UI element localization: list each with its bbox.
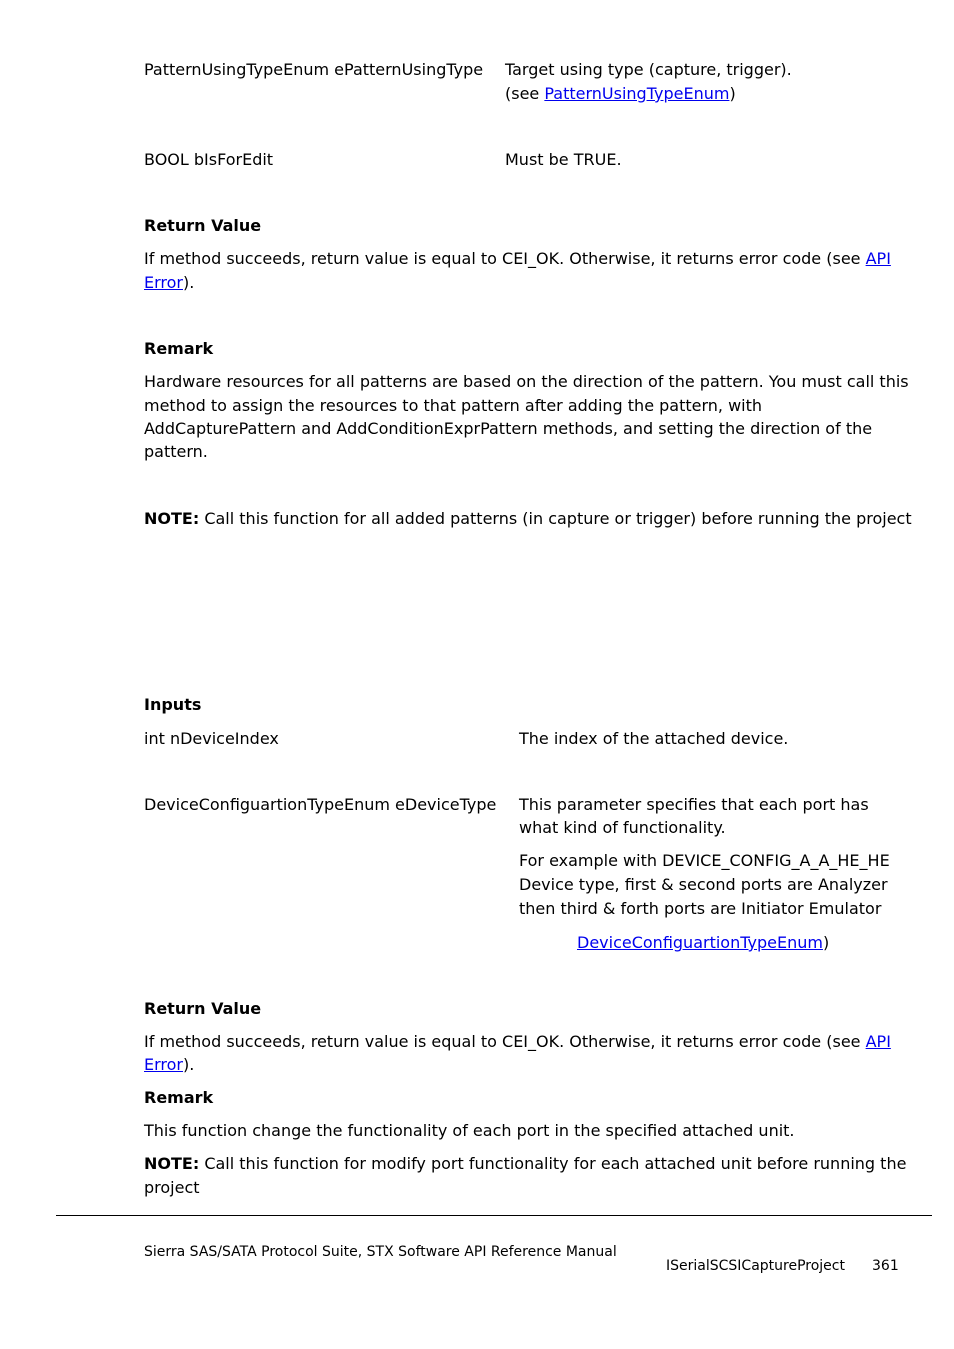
remark-heading: Remark <box>144 1088 214 1107</box>
return-value-line1 <box>144 247 891 271</box>
param-name-device-index: int nDeviceIndex <box>144 729 279 748</box>
return-value-heading: Return Value <box>144 999 262 1018</box>
device-config-reference <box>577 931 829 955</box>
remark-text: This function change the functionality of each port in the specified attached unit. <box>144 1121 795 1140</box>
param-name-pattern-using-type: PatternUsingTypeEnum ePatternUsingType <box>144 60 484 79</box>
remark-heading: Remark <box>144 339 214 358</box>
note-label: NOTE: <box>144 509 200 528</box>
footer-manual-title: Sierra SAS/SATA Protocol Suite, STX Software API Reference Manual <box>144 1244 617 1260</box>
note-text: Call this function for all added patterns (in capture or trigger) before running the project <box>199 509 912 528</box>
footer-interface-name: ISerialSCSICaptureProject <box>666 1258 845 1274</box>
api-error-link-part2[interactable]: Error <box>144 273 183 292</box>
return-value-line2 <box>144 1053 194 1077</box>
param-example-line: Device type, first & second ports are Analyzer <box>519 875 888 894</box>
return-value-heading: Return Value <box>144 216 262 235</box>
return-value-suffix: ). <box>183 1055 195 1074</box>
see-prefix: (see <box>505 84 545 103</box>
reference-suffix: ) <box>822 933 830 952</box>
param-name-is-for-edit: BOOL bIsForEdit <box>144 150 274 169</box>
note-paragraph-line2: project <box>144 1178 200 1197</box>
note-text: Call this function for modify port functionality for each attached unit before running the <box>199 1154 907 1173</box>
api-error-link-part1[interactable]: API <box>865 1032 891 1051</box>
param-desc-see-reference <box>505 82 736 106</box>
api-error-link-part2[interactable]: Error <box>144 1055 183 1074</box>
see-suffix: ) <box>729 84 736 103</box>
param-name-device-type: DeviceConfiguartionTypeEnum eDeviceType <box>144 795 497 814</box>
param-example-line: then third & forth ports are Initiator Emulator <box>519 899 882 918</box>
note-paragraph <box>144 507 912 531</box>
param-desc-is-for-edit: Must be TRUE. <box>505 150 622 169</box>
return-value-text: If method succeeds, return value is equal to CEI_OK. Otherwise, it returns error code (see <box>144 1032 866 1051</box>
footer-page-number: 361 <box>872 1258 899 1274</box>
param-desc-device-index: The index of the attached device. <box>519 729 789 748</box>
device-configuartion-type-enum-link[interactable]: DeviceConfiguartionTypeEnum <box>577 933 823 952</box>
return-value-line1 <box>144 1030 891 1054</box>
note-paragraph-line1 <box>144 1152 906 1176</box>
param-example-line: For example with DEVICE_CONFIG_A_A_HE_HE <box>519 851 890 870</box>
api-error-link-part1[interactable]: API <box>865 249 891 268</box>
remark-line: method to assign the resources to that pattern after adding the pattern, with <box>144 396 763 415</box>
return-value-line2 <box>144 271 194 295</box>
param-desc-pattern-using-type: Target using type (capture, trigger). <box>505 60 792 79</box>
note-label: NOTE: <box>144 1154 200 1173</box>
param-desc-device-type-line: This parameter specifies that each port has <box>519 795 869 814</box>
inputs-heading: Inputs <box>144 695 202 714</box>
footer-divider <box>56 1215 932 1216</box>
remark-line: AddCapturePattern and AddConditionExprPattern methods, and setting the direction of the <box>144 419 873 438</box>
pattern-using-type-enum-link[interactable]: PatternUsingTypeEnum <box>544 84 730 103</box>
param-desc-device-type-line: what kind of functionality. <box>519 818 726 837</box>
remark-line: Hardware resources for all patterns are based on the direction of the pattern. You must call this <box>144 372 909 391</box>
return-value-text: If method succeeds, return value is equal to CEI_OK. Otherwise, it returns error code (see <box>144 249 866 268</box>
remark-line: pattern. <box>144 442 208 461</box>
return-value-suffix: ). <box>183 273 195 292</box>
